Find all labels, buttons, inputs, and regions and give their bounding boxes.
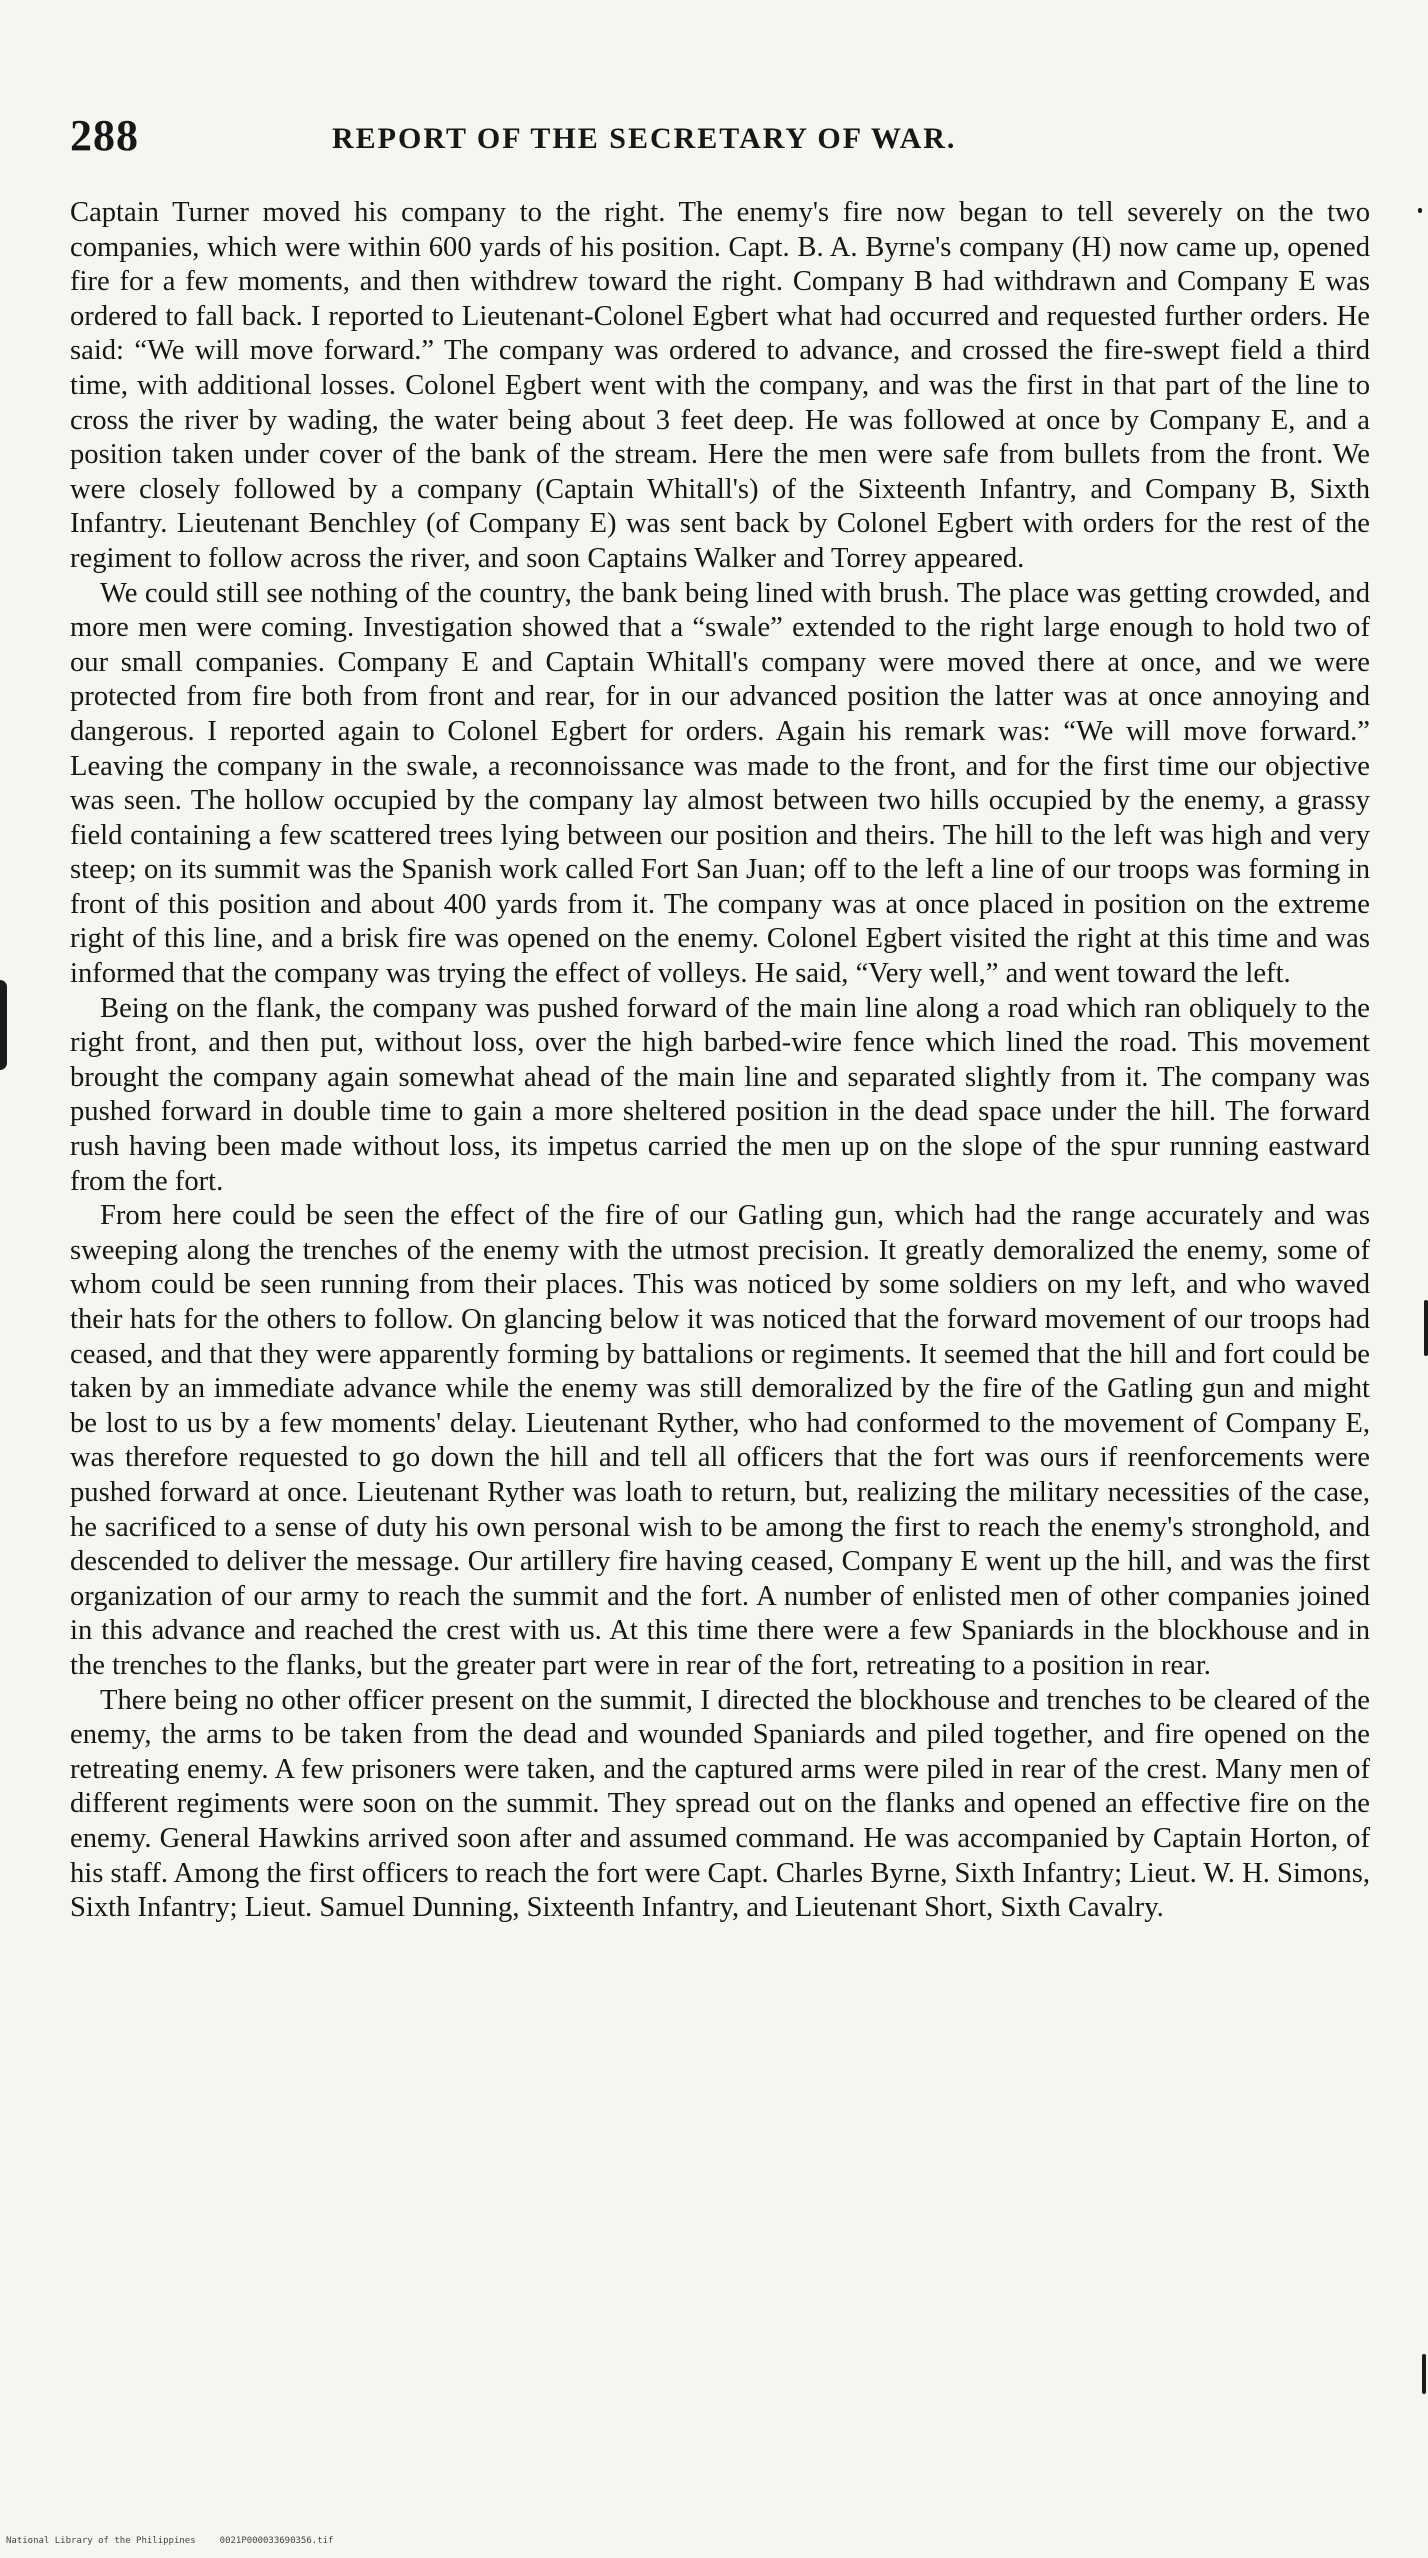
scan-footer — [6, 2536, 333, 2546]
page-header — [70, 112, 1370, 172]
footer-library: National Library of the Philippines — [6, 2536, 196, 2546]
scan-edge-mark-left — [0, 980, 7, 1070]
paragraph-4: From here could be seen the effect of the fire of our Gatling gun, which had the range accurately and was sweeping along the trenches of the enemy with the utmost precision. It greatly demoralized the enemy, some of whom could be seen running from their places. This was noticed by some soldiers on my left, and who waved their hats for the others to follow. On glancing below it was noticed that the forward movement of our troops had ceased, and that they were apparently forming by battalions or regiments. It seemed that the hill and fort could be taken by an immediate advance while the enemy was still demoralized by the fire of the Gatling gun and might be lost to us by a few moments' delay. Lieutenant Ryther, who had conformed to the movement of Company E, was therefore requested to go down the hill and tell all officers that the fort was ours if reenforcements were pushed forward at once. Lieutenant Ryther was loath to return, but, realizing the military necessities of the case, he sacrificed to a sense of duty his own personal wish to be among the first to reach the enemy's stronghold, and descended to deliver the message. Our artillery fire having ceased, Company E went up the hill, and was the first organization of our army to reach the summit and the fort. A number of enlisted men of other companies joined in this advance and reached the crest with us. At this time there were a few Spaniards in the blockhouse and in the trenches to the flanks, but the greater part were in rear of the fort, retreating to a position in rear. — [70, 1200, 1370, 1681]
footer-file-id: 0021P000033690356.tif — [219, 2536, 334, 2546]
paragraph-1: Captain Turner moved his company to the right. The enemy's fire now began to tell severely on the two companies, which were within 600 yards of his position. Capt. B. A. Byrne's company (H) now came up, opened fire for a few moments, and then withdrew toward the right. Company B had withdrawn and Company E was ordered to fall back. I reported to Lieutenant-Colonel Egbert what had occurred and requested further orders. He said: “We will move forward.” The company was ordered to advance, and crossed the fire-swept field a third time, with additional losses. Colonel Egbert went with the company, and was the first in that part of the line to cross the river by wading, the water being about 3 feet deep. He was followed at once by Company E, and a position taken under cover of the bank of the stream. Here the men were safe from bullets from the front. We were closely followed by a company (Captain Whitall's) of the Sixteenth Infantry, and Company B, Sixth Infantry. Lieutenant Benchley (of Company E) was sent back by Colonel Egbert with orders for the rest of the regiment to follow across the river, and soon Captains Walker and Torrey appeared. — [70, 197, 1370, 574]
paragraph-5: There being no other officer present on the summit, I directed the blockhouse and trenches to be cleared of the enemy, the arms to be taken from the dead and wounded Spaniards and piled together, and fire opened on the retreating enemy. A few prisoners were taken, and the captured arms were piled in rear of the crest. Many men of different regiments were soon on the summit. They spread out on the flanks and opened an effective fire on the enemy. General Hawkins arrived soon after and assumed command. He was accompanied by Captain Horton, of his staff. Among the first officers to reach the fort were Capt. Charles Byrne, Sixth Infantry; Lieut. W. H. Simons, Sixth Infantry; Lieut. Samuel Dunning, Sixteenth Infantry, and Lieutenant Short, Sixth Cavalry. — [70, 1684, 1370, 1924]
paragraph-3: Being on the flank, the company was pushed forward of the main line along a road which ran obliquely to the right front, and then put, without loss, over the high barbed-wire fence which lined the road. This movement brought the company again somewhat ahead of the main line and separated slightly from it. The company was pushed forward in double time to gain a more sheltered position in the dead space under the hill. The forward rush having been made without loss, its impetus carried the men up on the slope of the spur running eastward from the fort. — [70, 992, 1370, 1197]
scan-edge-mark-right — [1424, 1300, 1428, 1356]
running-title: REPORT OF THE SECRETARY OF WAR. — [332, 122, 957, 155]
page-number: 288 — [70, 111, 139, 160]
body-text — [70, 196, 1370, 1926]
scan-edge-mark-right-lower — [1422, 2354, 1426, 2394]
scan-speck-right — [1418, 208, 1422, 213]
paragraph-2: We could still see nothing of the country, the bank being lined with brush. The place was getting crowded, and more men were coming. Investigation showed that a “swale” extended to the right large enough to hold two of our small companies. Company E and Captain Whitall's company were moved there at once, and we were protected from fire both from front and rear, for in our advanced position the latter was at once annoying and dangerous. I reported again to Colonel Egbert for orders. Again his remark was: “We will move forward.” Leaving the company in the swale, a reconnoissance was made to the front, and for the first time our objective was seen. The hollow occupied by the company lay almost between two hills occupied by the enemy, a grassy field containing a few scattered trees lying between our position and theirs. The hill to the left was high and very steep; on its summit was the Spanish work called Fort San Juan; off to the left a line of our troops was forming in front of this position and about 400 yards from it. The company was at once placed in position on the extreme right of this line, and a brisk fire was opened on the enemy. Colonel Egbert visited the right at this time and was informed that the company was trying the effect of volleys. He said, “Very well,” and went toward the left. — [70, 577, 1370, 990]
